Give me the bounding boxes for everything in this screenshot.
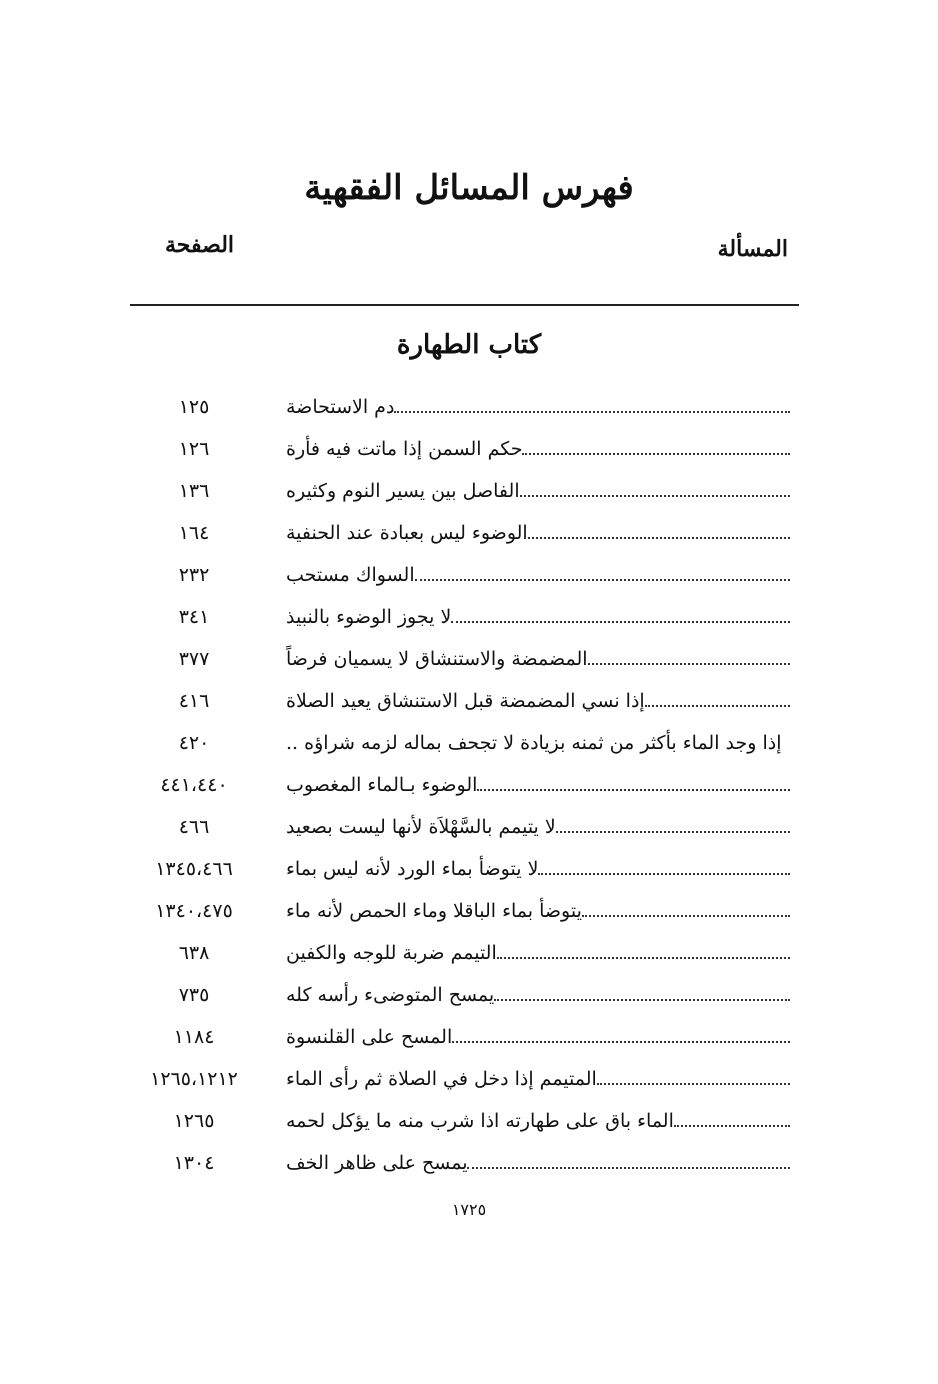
- entry-page: ٤١٦: [178, 690, 210, 712]
- column-header-page: الصفحة: [165, 232, 235, 258]
- index-entry: [130, 890, 790, 932]
- index-entry: [130, 386, 790, 428]
- index-entry: [130, 764, 790, 806]
- entry-text: لا يتيمم بالسَّهْلاَة لأنها ليست بصعيد: [286, 816, 556, 838]
- entry-page: ٤٤١،٤٤٠: [160, 774, 228, 796]
- index-entry: [130, 554, 790, 596]
- entry-text: يتوضأ بماء الباقلا وماء الحمص لأنه ماء: [286, 900, 582, 922]
- entry-page: ٣٤١: [178, 606, 210, 628]
- entry-page: ١٢٦٥،١٢١٢: [150, 1068, 238, 1090]
- dot-leader: [497, 957, 790, 959]
- page-title: فهرس المسائل الفقهية: [304, 168, 634, 208]
- entry-page: ١٣٤٠،٤٧٥: [155, 900, 233, 922]
- entry-page: ١٣٦: [178, 480, 210, 502]
- dot-leader: [556, 831, 790, 833]
- entry-text: التيمم ضربة للوجه والكفين: [286, 942, 497, 964]
- entry-page: ١٣٤٥،٤٦٦: [155, 858, 233, 880]
- dot-leader: [394, 411, 790, 413]
- dot-leader: [467, 1167, 790, 1169]
- entry-text: إذا نسي المضمضة قبل الاستنشاق يعيد الصلاة: [286, 690, 645, 712]
- index-entry: [130, 1016, 790, 1058]
- index-entry: [130, 512, 790, 554]
- dot-leader: [452, 1041, 790, 1043]
- entry-text: يمسح على ظاهر الخف: [286, 1152, 468, 1174]
- section-title: كتاب الطهارة: [396, 330, 542, 360]
- entry-page: ٢٣٢: [178, 564, 210, 586]
- entry-text: المتيمم إذا دخل في الصلاة ثم رأى الماء: [286, 1068, 597, 1090]
- page-number: ١٧٢٥: [451, 1200, 487, 1219]
- column-header-question: المسألة: [717, 236, 788, 262]
- dot-leader: [645, 705, 790, 707]
- entry-page: ١٦٤: [178, 522, 210, 544]
- index-entry: [130, 1058, 790, 1100]
- entry-text: الفاصل بين يسير النوم وكثيره: [286, 480, 520, 502]
- dot-leader: [520, 495, 790, 497]
- dot-leader: [477, 789, 790, 791]
- entry-text: إذا وجد الماء بأكثر من ثمنه بزيادة لا تجحف بماله لزمه شراؤه ..: [286, 732, 782, 754]
- entry-text: السواك مستحب: [286, 564, 415, 586]
- index-entry: [130, 932, 790, 974]
- entry-page: ١٢٦: [178, 438, 210, 460]
- entry-text: المسح على القلنسوة: [286, 1026, 453, 1048]
- entry-page: ٧٣٥: [178, 984, 210, 1006]
- entry-page: ٤٢٠: [178, 732, 210, 754]
- entry-text: يمسح المتوضىء رأسه كله: [286, 984, 495, 1006]
- index-entry: [130, 470, 790, 512]
- entry-page: ١١٨٤: [173, 1026, 215, 1048]
- index-entry: [130, 1142, 790, 1184]
- index-entry: [130, 1100, 790, 1142]
- entry-text: دم الاستحاضة: [286, 396, 395, 418]
- index-entry: [130, 596, 790, 638]
- entry-page: ٤٦٦: [178, 816, 210, 838]
- dot-leader: [538, 873, 790, 875]
- entry-text: لا يتوضأ بماء الورد لأنه ليس بماء: [286, 858, 539, 880]
- index-entry: [130, 974, 790, 1016]
- dot-leader: [451, 621, 790, 623]
- entry-text: حكم السمن إذا ماتت فيه فأرة: [286, 438, 523, 460]
- index-entry: [130, 638, 790, 680]
- header-divider: [130, 304, 799, 306]
- dot-leader: [674, 1125, 790, 1127]
- entry-page: ٣٧٧: [178, 648, 210, 670]
- entry-page: ٦٣٨: [178, 942, 210, 964]
- entry-text: الوضوء ليس بعبادة عند الحنفية: [286, 522, 528, 544]
- dot-leader: [415, 579, 790, 581]
- index-list: [130, 386, 790, 1184]
- dot-leader: [528, 537, 790, 539]
- index-entry: [130, 848, 790, 890]
- index-entry: [130, 806, 790, 848]
- entry-text: الوضوء بـالماء المغصوب: [286, 774, 478, 796]
- index-entry: [130, 680, 790, 722]
- dot-leader: [522, 453, 790, 455]
- dot-leader: [494, 999, 790, 1001]
- dot-leader: [597, 1083, 790, 1085]
- dot-leader: [582, 915, 790, 917]
- index-entry: [130, 722, 790, 764]
- entry-page: ١٣٠٤: [173, 1152, 215, 1174]
- dot-leader: [588, 663, 790, 665]
- entry-text: الماء باق على طهارته اذا شرب منه ما يؤكل لحمه: [286, 1110, 674, 1132]
- entry-text: لا يجوز الوضوء بالنبيذ: [286, 606, 452, 628]
- entry-page: ١٢٥: [178, 396, 210, 418]
- index-entry: [130, 428, 790, 470]
- entry-page: ١٢٦٥: [173, 1110, 215, 1132]
- entry-text: المضمضة والاستنشاق لا يسميان فرضاً: [286, 648, 588, 670]
